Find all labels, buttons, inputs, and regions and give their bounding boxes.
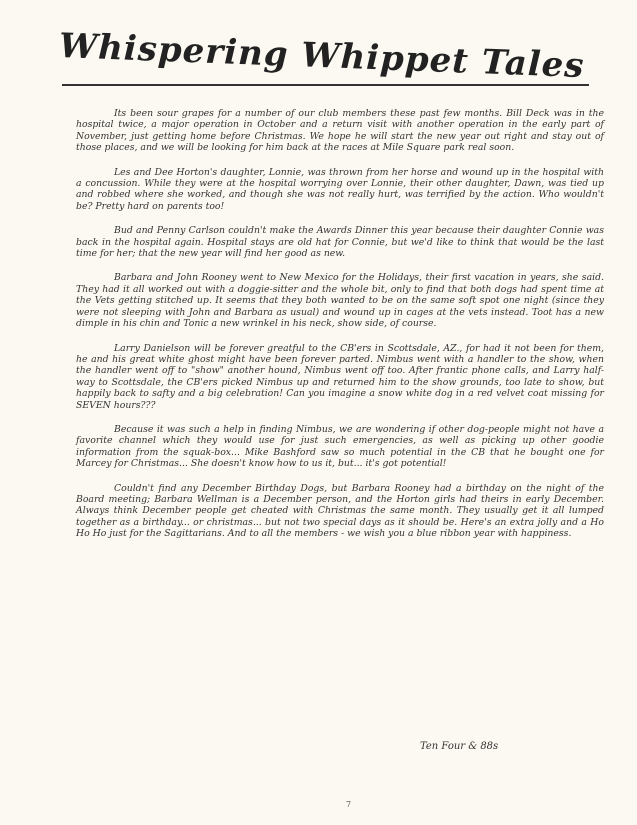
paragraph-carlson: Bud and Penny Carlson couldn't make the Awards Dinner this year because their daughter Connie was back in the hospital again. Hospital stays are old hat for Connie, but we'd like to think that would be the last time for her; that the new year will find her good as new. [76,225,604,260]
title-rule [62,84,589,86]
paragraph-birthdays: Couldn't find any December Birthday Dogs, but Barbara Rooney had a birthday on the night of the Board meeting; Barbara Wellman is a December person, and the Horton girls had theirs in early December. Always think December people get cheated with Christmas the same month. They usually get it all lumped together as a birthday... or christmas... but not two special days as it should be. Here's an extra jolly and a Ho Ho Ho just for the Sagittarians. And to all the members - we wish you a blue ribbon year with happiness. [76,482,604,540]
article-body [76,108,604,553]
paragraph-rooney-vacation: Barbara and John Rooney went to New Mexico for the Holidays, their first vacation in years, she said. They had it all worked out with a doggie-sitter and the whole bit, only to find that both dogs had spent time at the Vets getting stitched up. It seems that they both wanted to be on the same soft spot one night (since they were not sleeping with John and Barbara as usual) and wound up in cages at the vets instead. Toot has a new dimple in his chin and Tonic a new wrinkel in his neck, show side, of course. [76,272,604,330]
paragraph-horton-daughters: Les and Dee Horton's daughter, Lonnie, was thrown from her horse and wound up in the hospital with a concussion. While they were at the hospital worrying over Lonnie, their other daughter, Dawn, was tied up and robbed where she worked, and though she was not really hurt, was terrified by the action. Who wouldn't be? Pretty hard on parents too! [76,166,604,212]
paragraph-bill-deck: Its been sour grapes for a number of our club members these past few months. Bill Deck was in the hospital twice, a major operation in October and a return visit with another operation in the early part of November, just getting home before Christmas. We hope he will start the new year out right and stay out of those places, and we will be looking for him back at the races at Mile Square park real soon. [76,108,604,154]
newsletter-title: Whispering Whippet Tales [58,26,586,87]
page-number: 7 [346,800,352,809]
masthead [55,16,615,86]
paragraph-danielson-nimbus: Larry Danielson will be forever greatful to the CB'ers in Scottsdale, AZ., for had it not been for them, he and his great white ghost might have been forever parted. Nimbus went with a handler to the show, when the handler went off to "show" another hound, Nimbus went off too. After frantic phone calls, and Larry half-way to Scottsdale, the CB'ers picked Nimbus up and returned him to the show grounds, too late to show, but happily back to safty and a big celebration! Can you imagine a snow white dog in a red velvet coat missing for SEVEN hours??? [76,342,604,411]
signature: Ten Four & 88s [420,741,499,752]
paragraph-cb-radio: Because it was such a help in finding Nimbus, we are wondering if other dog-people might not have a favorite channel which they would use for just such emergencies, as well as picking up other goodie information from the squak-box... Mike Bashford saw so much potential in the CB that he bought one for Marcey for Christmas... She doesn't know how to us it, but... it's got potential! [76,423,604,470]
